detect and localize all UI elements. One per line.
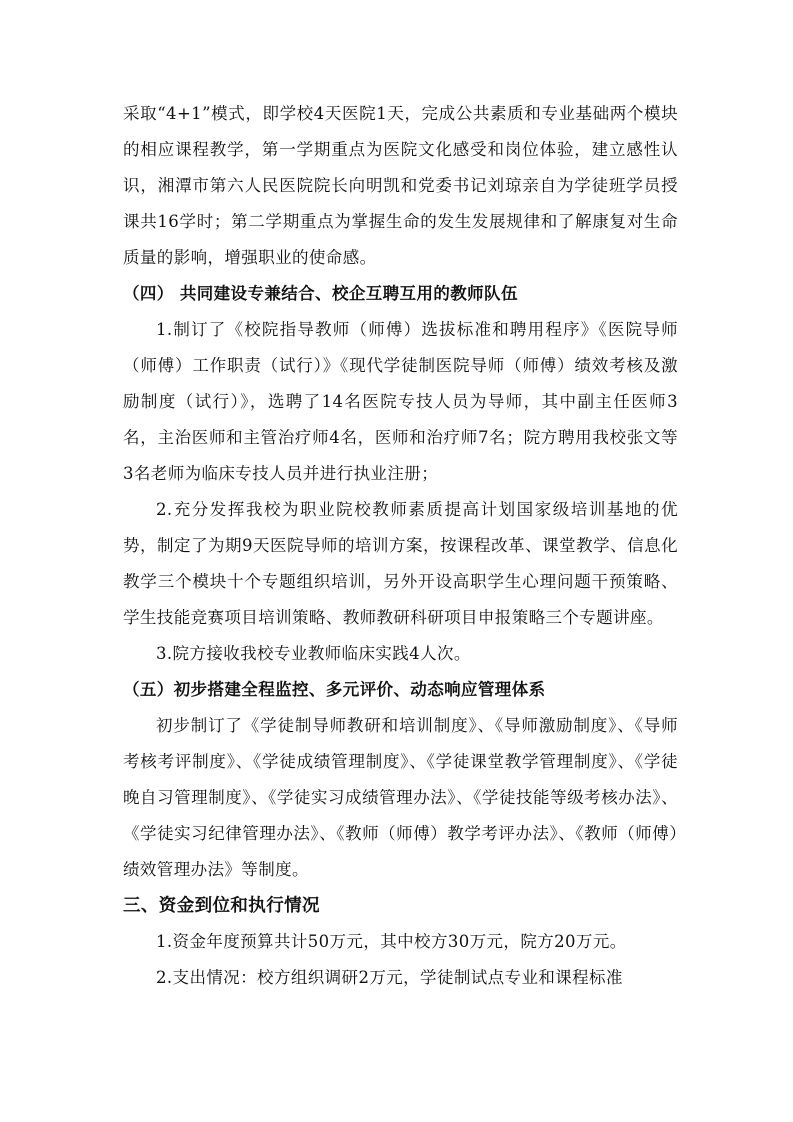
funds-item-2: 2.支出情况：校方组织调研2万元，学徒制试点专业和课程标准	[156, 968, 623, 987]
section-4-heading: （四） 共同建设专兼结合、校企互聘互用的教师队伍	[123, 284, 518, 303]
section-5-body: 初步制订了《学徒制导师教研和培训制度》、《导师激励制度》、《导师考核考评制度》、《学徒成绩管理制度》、《学徒课堂教学管理制度》、《学徒晚自习管理制度》、《学徒实习成绩管理办法》、《学徒技能等级考核办法》、《学徒实习纪律管理办法》、《教师（师傅）教学考评办法》、《教师（师傅）绩效管理办法》等制度。	[123, 716, 678, 879]
funds-section-heading: 三、资金到位和执行情况	[123, 896, 320, 916]
intro-paragraph: 采取“4+1”模式，即学校4天医院1天，完成公共素质和专业基础两个模块的相应课程教学，第一学期重点为医院文化感受和岗位体验，建立感性认识，湘潭市第六人民医院院长向明凯和党委书记刘琼亲自为学徒班学员授课共16学时；第二学期重点为掌握生命的发生发展规律和了解康复对生命质量的影响，增强职业的使命感。	[123, 104, 678, 267]
funds-item-1: 1.资金年度预算共计50万元，其中校方30万元，院方20万元。	[156, 932, 627, 951]
section-4-item-3: 3.院方接收我校专业教师临床实践4人次。	[156, 644, 471, 663]
section-4-item-2: 2.充分发挥我校为职业院校教师素质提高计划国家级培训基地的优势，制定了为期9天医院导师的培训方案，按课程改革、课堂教学、信息化教学三个模块十个专题组织培训，另外开设高职学生心理问题干预策略、学生技能竞赛项目培训策略、教师教研科研项目申报策略三个专题讲座。	[123, 500, 678, 627]
section-4-item-1: 1.制订了《校院指导教师（师傅）选拔标准和聘用程序》《医院导师（师傅）工作职责（试行）》《现代学徒制医院导师（师傅）绩效考核及激励制度（试行）》，选聘了14名医院专技人员为导师，其中副主任医师3名，主治医师和主管治疗师4名，医师和治疗师7名；院方聘用我校张文等3名老师为临床专技人员并进行执业注册；	[123, 320, 678, 483]
document-page	[123, 96, 678, 996]
section-5-heading: （五）初步搭建全程监控、多元评价、动态响应管理体系	[123, 680, 546, 699]
